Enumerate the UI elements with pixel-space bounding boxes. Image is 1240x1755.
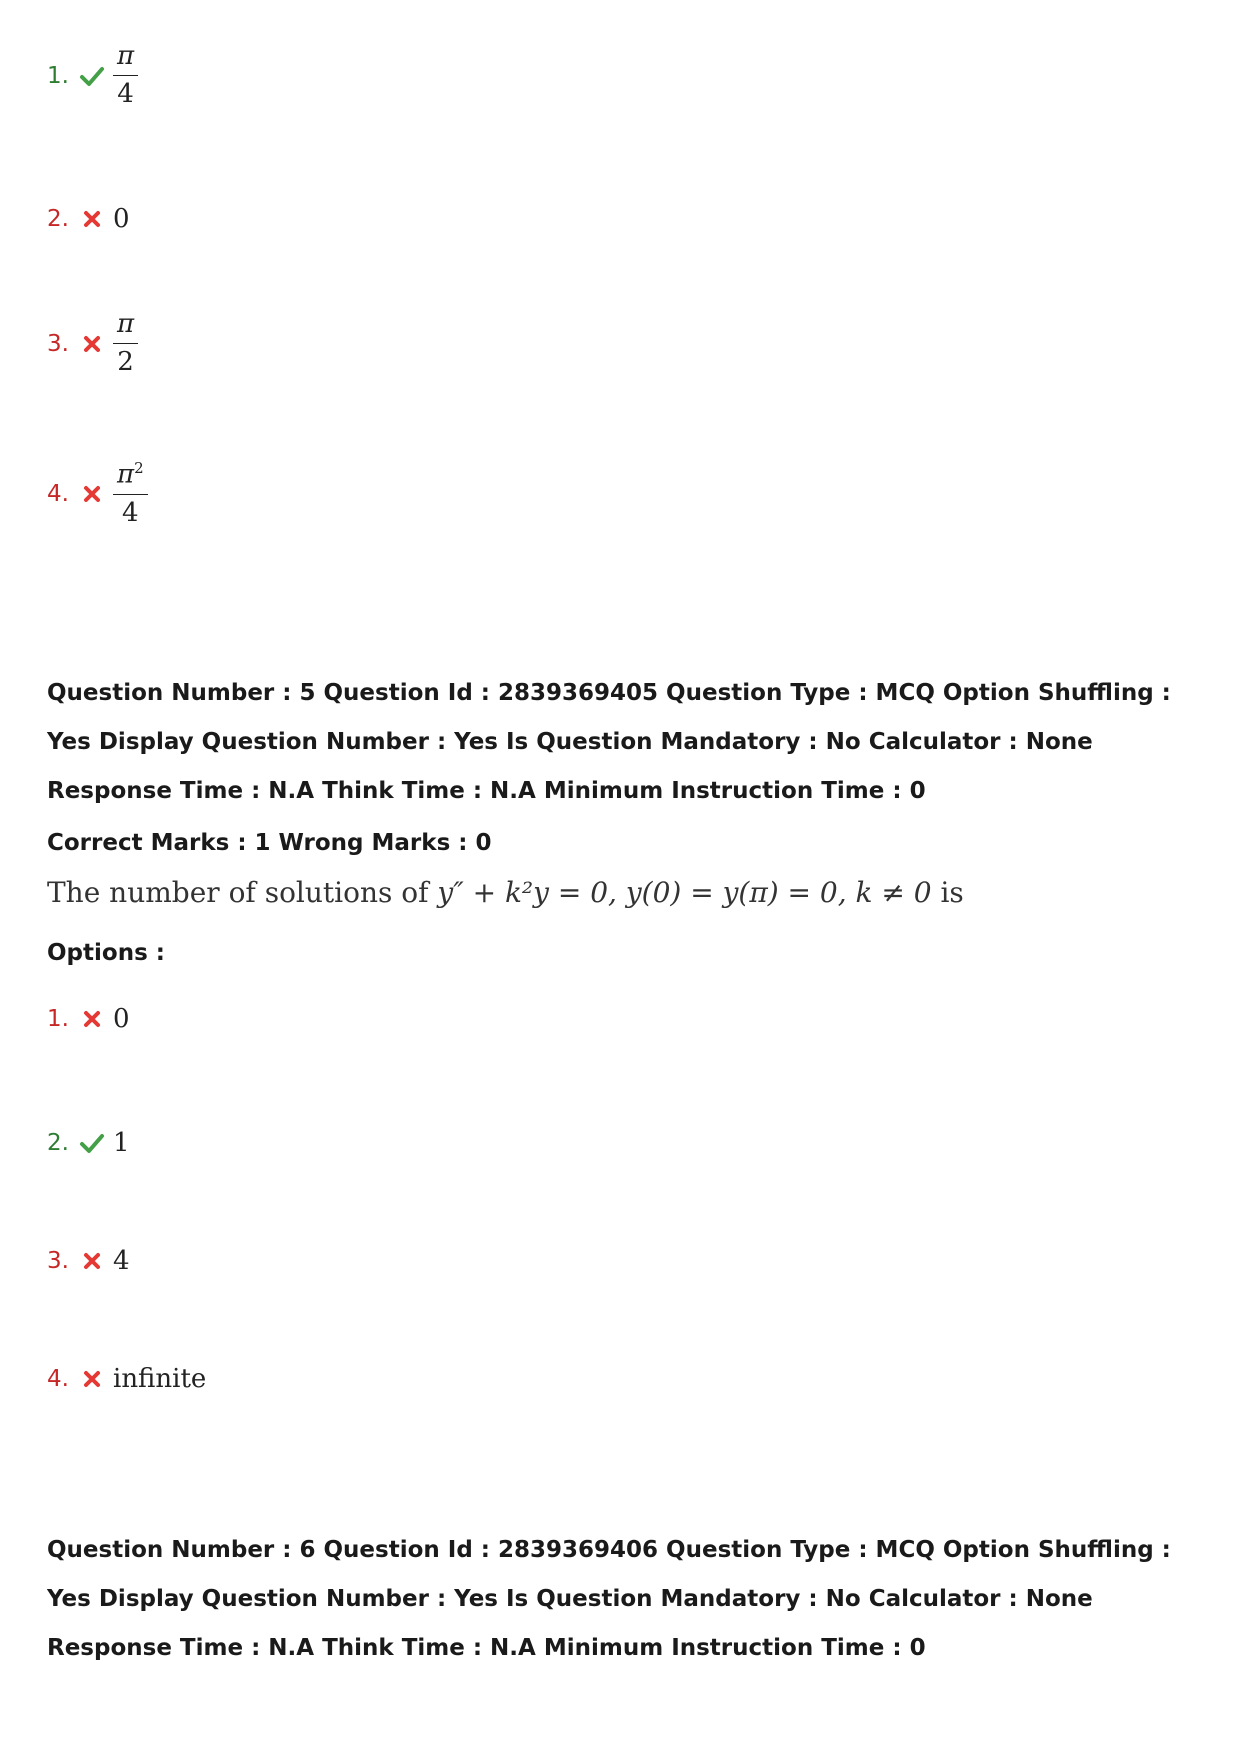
fraction-numerator: π (117, 309, 135, 339)
q5-option-1 (47, 1004, 130, 1034)
q5-option-2 (47, 1128, 130, 1158)
cross-icon (79, 332, 105, 356)
options-label: Options : (47, 940, 165, 966)
cross-icon (79, 1007, 105, 1031)
fraction-denominator: 4 (117, 78, 134, 109)
question-6-meta: Question Number : 6 Question Id : 2839369406 Question Type : MCQ Option Shuffling : Yes Display Question Number : Yes Is Question Mandatory : No Calculator : None Response Time : N.A Think Time : N.A Minimum Instruction Time : 0 (47, 1537, 1171, 1661)
cross-icon (79, 482, 105, 506)
fraction-pi-over-2 (113, 310, 138, 378)
fraction-bar (113, 494, 148, 495)
fraction-denominator: 2 (117, 346, 134, 377)
q5-option-4 (47, 1364, 206, 1394)
fraction-bar (113, 343, 138, 344)
fraction-bar (113, 75, 138, 76)
cross-icon (79, 1367, 105, 1391)
cross-icon (79, 207, 105, 231)
fraction-denominator: 4 (122, 497, 139, 528)
cross-icon (79, 1249, 105, 1273)
fraction-numerator: $\pi^2$ (117, 459, 144, 490)
fraction-numerator: π (117, 41, 135, 71)
option-2 (47, 204, 130, 234)
option-number: 4. (47, 481, 69, 508)
check-icon (79, 1131, 105, 1155)
option-number: 3. (47, 1248, 69, 1274)
question-prefix: The number of solutions of (47, 876, 429, 909)
check-icon (79, 64, 105, 88)
exponent: 2 (134, 459, 144, 477)
option-4 (47, 460, 148, 528)
question-5-text (47, 876, 964, 909)
option-number: 1. (47, 1006, 69, 1032)
fraction-pi-squared-over-4 (113, 460, 148, 528)
option-number: 4. (47, 1366, 69, 1392)
option-value: 1 (113, 1128, 130, 1158)
option-number: 2. (47, 206, 69, 232)
fraction-pi-over-4 (113, 42, 138, 110)
option-value: 4 (113, 1246, 130, 1276)
option-3 (47, 310, 138, 378)
option-number: 2. (47, 1130, 69, 1156)
question-5-meta: Question Number : 5 Question Id : 2839369405 Question Type : MCQ Option Shuffling : Yes Display Question Number : Yes Is Question Mandatory : No Calculator : None Response Time : N.A Think Time : N.A Minimum Instruction Time : 0 (47, 680, 1171, 804)
question-5-marks: Correct Marks : 1 Wrong Marks : 0 (47, 830, 492, 856)
option-number: 3. (47, 330, 69, 357)
question-suffix: is (940, 876, 964, 909)
q5-option-3 (47, 1246, 130, 1276)
option-value: 0 (113, 1004, 130, 1034)
option-value: 0 (113, 204, 130, 234)
option-1 (47, 42, 138, 110)
option-number: 1. (47, 62, 69, 89)
option-value: infinite (113, 1364, 207, 1394)
question-equation: y″ + k²y = 0, y(0) = y(π) = 0, k ≠ 0 (437, 876, 932, 909)
